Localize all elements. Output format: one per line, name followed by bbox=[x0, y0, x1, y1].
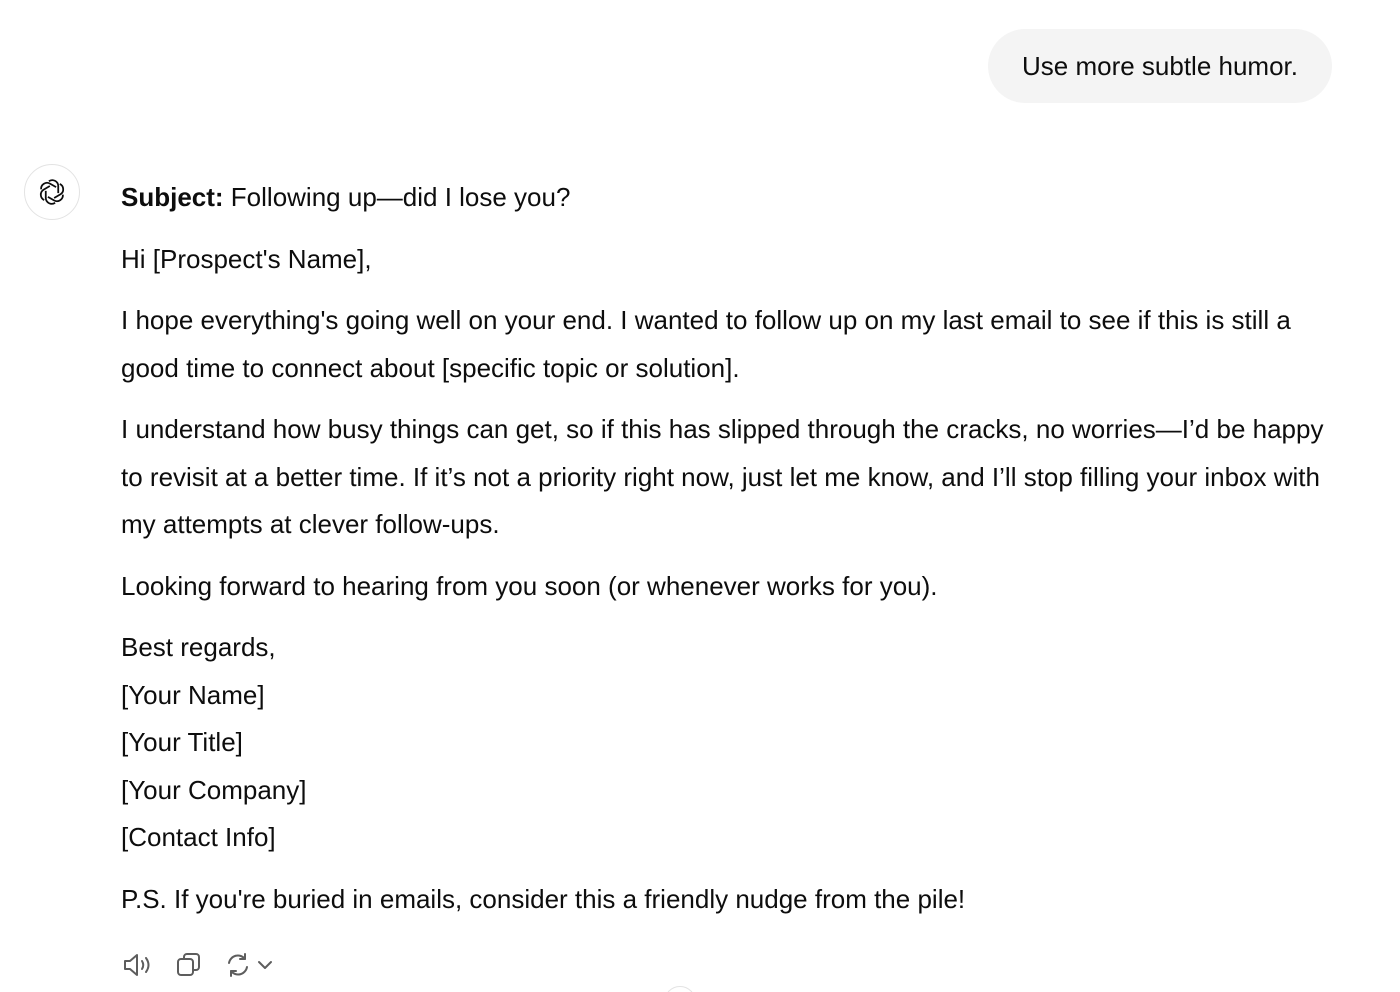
signature-contact: [Contact Info] bbox=[121, 822, 276, 852]
read-aloud-button[interactable] bbox=[121, 946, 155, 984]
email-greeting: Hi [Prospect's Name], bbox=[121, 243, 372, 274]
subject-label: Subject: bbox=[121, 182, 224, 212]
signature-company: [Your Company] bbox=[121, 774, 307, 805]
signature-name: [Your Name] bbox=[121, 679, 265, 710]
user-message-text: Use more subtle humor. bbox=[1021, 50, 1298, 81]
copy-icon bbox=[173, 950, 205, 980]
user-message-bubble bbox=[988, 29, 1332, 103]
message-action-bar bbox=[121, 946, 275, 984]
regenerate-button[interactable] bbox=[223, 946, 275, 984]
chevron-down-icon bbox=[255, 950, 275, 980]
email-subject bbox=[121, 174, 1341, 222]
email-paragraph-3: Looking forward to hearing from you soon (or whenever works for you). bbox=[121, 570, 938, 601]
regenerate-icon bbox=[223, 950, 253, 980]
assistant-avatar bbox=[24, 164, 80, 220]
copy-button[interactable] bbox=[173, 946, 205, 984]
email-postscript: P.S. If you're buried in emails, consider this a friendly nudge from the pile! bbox=[121, 883, 966, 914]
email-signature bbox=[121, 624, 1341, 862]
email-paragraph-2: I understand how busy things can get, so if this has slipped through the cracks, no worries—I’d be happy to revisit at a better time. If it’s not a priority right now, just let me know, and I’ll stop filling your inbox with my attempts at clever follow-ups. bbox=[121, 414, 1324, 539]
email-paragraph-1: I hope everything's going well on your end. I wanted to follow up on my last email to see if this is still a good time to connect about [specific topic or solution]. bbox=[121, 305, 1291, 383]
openai-logo-icon bbox=[35, 175, 69, 209]
subject-text: Following up—did I lose you? bbox=[223, 182, 571, 212]
signature-title: [Your Title] bbox=[121, 727, 243, 757]
scroll-down-button[interactable] bbox=[664, 986, 696, 992]
signature-closing: Best regards, bbox=[121, 632, 276, 662]
assistant-message bbox=[121, 174, 1341, 937]
speaker-icon bbox=[121, 950, 155, 980]
